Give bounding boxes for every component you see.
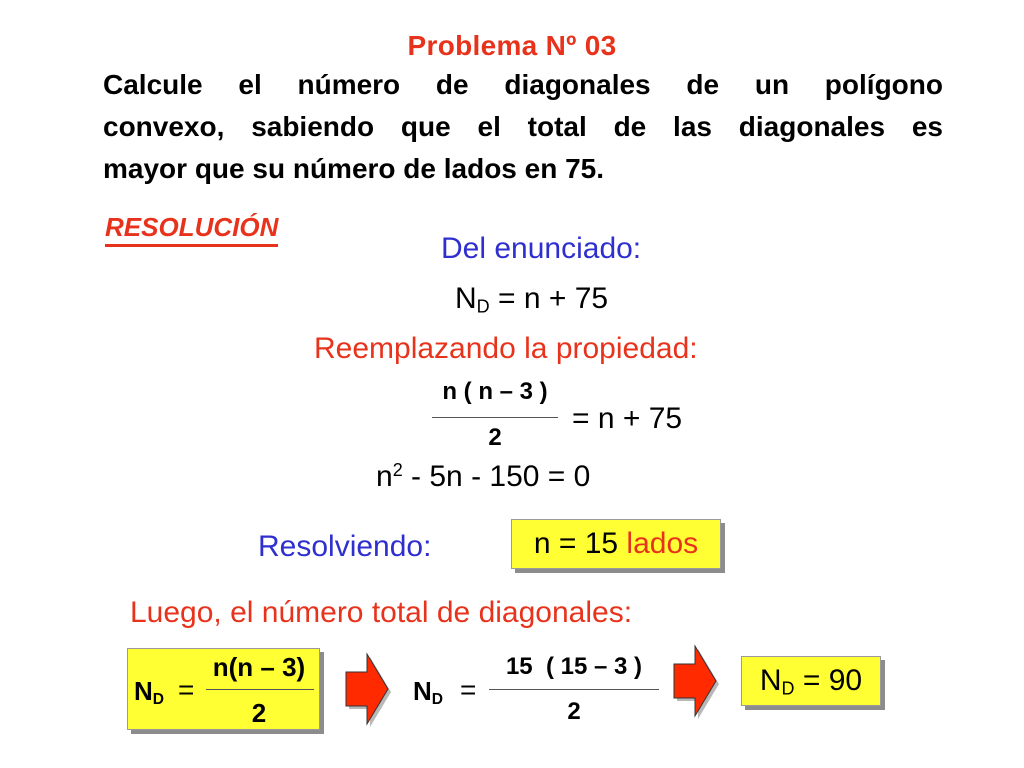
formula1-denominator: 2 — [251, 698, 267, 728]
quadratic-rest: - 5n - 150 = 0 — [402, 460, 591, 493]
formula1-numerator: n(n – 3) — [212, 652, 306, 682]
problem-line-2: convexo, sabiendo que el total de las diagonales es — [103, 111, 943, 142]
luego-label: Luego, el número total de diagonales: — [130, 596, 633, 629]
quadratic-exponent: 2 — [392, 460, 403, 481]
formula1-n: N — [134, 676, 153, 706]
reemplazando-label: Reemplazando la propiedad: — [314, 332, 698, 365]
equation-nd-rhs: = n + 75 — [489, 282, 609, 315]
equation-nd-lhs: N — [455, 282, 477, 315]
fraction-denominator: 2 — [488, 424, 502, 451]
formula2-numerator: 15 ( 15 – 3 ) — [505, 653, 643, 680]
formula2-sub: D — [431, 690, 444, 708]
result-box — [741, 656, 881, 706]
problem-line-3: mayor que su número de lados en 75. — [103, 153, 605, 184]
result-value: = 90 — [794, 664, 863, 697]
fraction-rhs: = n + 75 — [572, 402, 683, 435]
equation-nd-sub: D — [476, 296, 490, 317]
right-arrow-icon — [343, 650, 391, 728]
formula1-equals: = — [178, 674, 195, 705]
result-n: N — [759, 664, 782, 697]
answer-unit: lados — [626, 527, 699, 560]
formula2-fraction-line — [489, 689, 659, 690]
formula1-sub: D — [152, 690, 165, 708]
quadratic-base: n — [376, 460, 393, 493]
formula1-fraction-line — [206, 689, 314, 690]
formula2-equals: = — [460, 674, 477, 705]
right-arrow-icon — [671, 642, 719, 720]
problem-statement — [103, 64, 943, 190]
del-enunciado-label: Del enunciado: — [441, 232, 642, 265]
problem-title: Problema Nº 03 — [407, 30, 617, 61]
fraction-numerator: n ( n – 3 ) — [442, 378, 548, 405]
formula2-denominator: 2 — [567, 698, 581, 725]
formula1-lhs — [134, 676, 164, 709]
equation-nd — [455, 282, 608, 318]
answer-box — [511, 519, 721, 569]
result-sub: D — [781, 678, 795, 699]
resolution-heading: RESOLUCIÓN — [105, 212, 278, 247]
fraction-line — [432, 417, 558, 418]
problem-line-1: Calcule el número de diagonales de un polígono — [103, 69, 943, 100]
formula2-lhs — [413, 676, 443, 709]
formula2-n: N — [413, 676, 432, 706]
answer-value: n = 15 — [533, 527, 627, 560]
resolviendo-label: Resolviendo: — [258, 530, 432, 563]
quadratic-equation — [376, 460, 590, 494]
